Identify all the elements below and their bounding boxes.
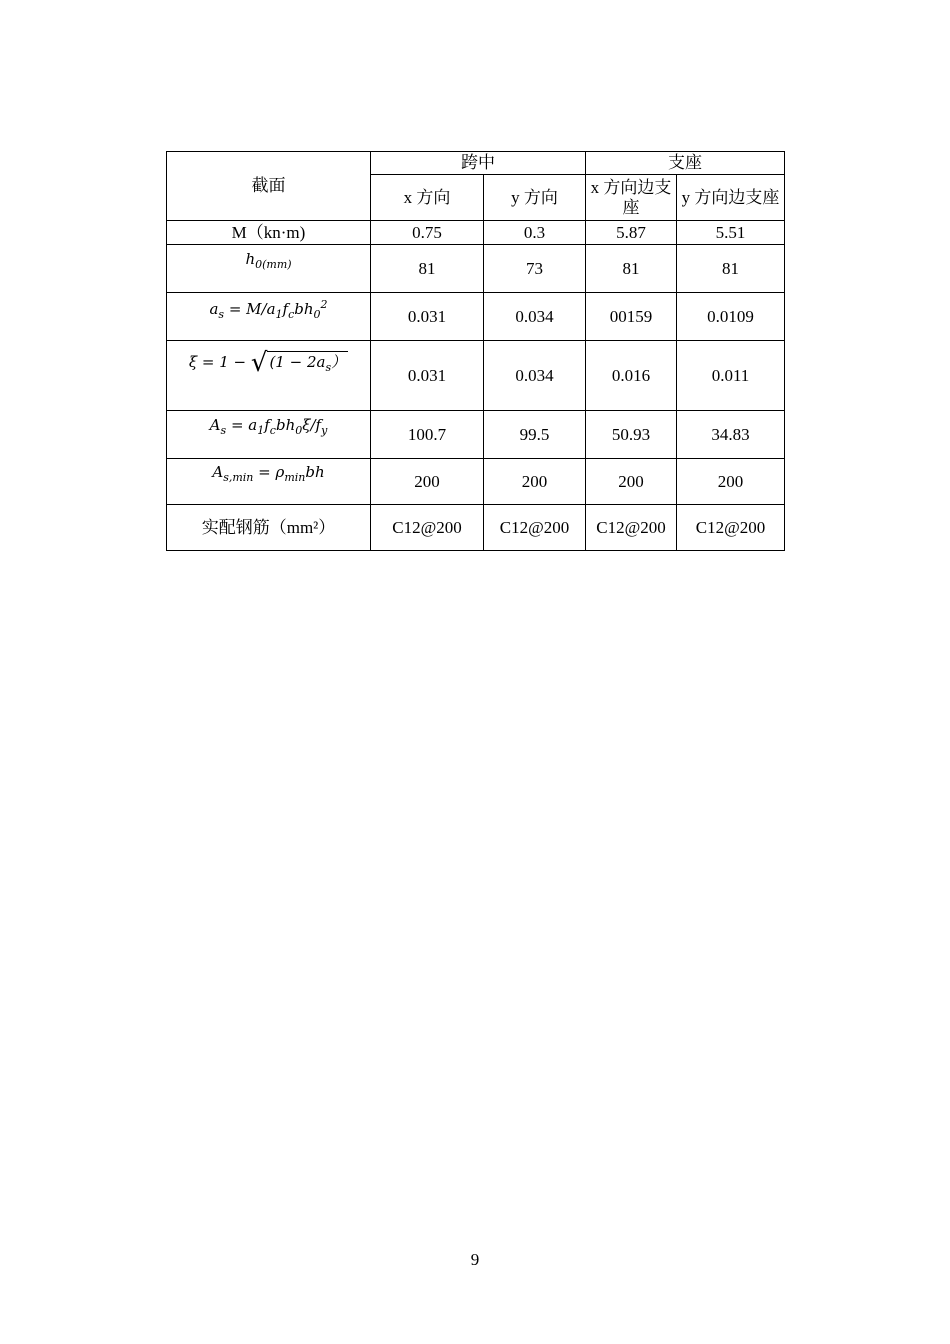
table-cell: 100.7 bbox=[371, 411, 484, 459]
table-cell: 0.011 bbox=[677, 341, 785, 411]
table-cell: 200 bbox=[586, 459, 677, 505]
formula-xi: ξ = 1 − √ $(1 - 2a_s)$ bbox=[188, 348, 347, 378]
table-cell: C12@200 bbox=[677, 505, 785, 551]
table-cell: 0.031 bbox=[371, 341, 484, 411]
table-cell: 50.93 bbox=[586, 411, 677, 459]
table-cell: 200 bbox=[371, 459, 484, 505]
table-cell: 81 bbox=[586, 245, 677, 293]
header-col-y-edge-support: y 方向边支座 bbox=[677, 175, 785, 221]
table-cell: 200 bbox=[484, 459, 586, 505]
formula-As: $A_s = a_1f_cbh_0\xi/f_y$ bbox=[209, 415, 328, 437]
table-cell: 0.016 bbox=[586, 341, 677, 411]
table-cell: 5.51 bbox=[677, 221, 785, 245]
table-cell: 200 bbox=[677, 459, 785, 505]
formula-alpha-s: $a_s = M/a_1f_cbh_0^2$ bbox=[209, 297, 328, 321]
row-label-As-min bbox=[167, 459, 371, 505]
table-cell: 34.83 bbox=[677, 411, 785, 459]
header-support: 支座 bbox=[586, 152, 785, 175]
header-section: 截面 bbox=[167, 152, 371, 221]
table-cell: 0.3 bbox=[484, 221, 586, 245]
table-cell: 81 bbox=[371, 245, 484, 293]
table-cell: C12@200 bbox=[484, 505, 586, 551]
row-label-h0 bbox=[167, 245, 371, 293]
page-number: 9 bbox=[470, 1250, 480, 1269]
table-cell: 0.034 bbox=[484, 293, 586, 341]
table-cell: 5.87 bbox=[586, 221, 677, 245]
header-col-x: x 方向 bbox=[371, 175, 484, 221]
row-label-rebar: 实配钢筋（mm²） bbox=[167, 505, 371, 551]
sqrt-icon: √ bbox=[250, 348, 268, 378]
table-cell: C12@200 bbox=[371, 505, 484, 551]
formula-As-min: $A_{s,min} = \rho_{min}bh$ bbox=[212, 462, 325, 484]
formula-h0: $h_{0(mm)}$ bbox=[245, 249, 292, 271]
table-cell: C12@200 bbox=[586, 505, 677, 551]
calculation-table bbox=[166, 151, 785, 551]
header-col-x-edge-support: x 方向边支座 bbox=[586, 175, 677, 221]
header-col-y: y 方向 bbox=[484, 175, 586, 221]
row-label-moment: M（kn·m) bbox=[167, 221, 371, 245]
header-span-mid: 跨中 bbox=[371, 152, 586, 175]
table-cell: 00159 bbox=[586, 293, 677, 341]
table-cell: 0.75 bbox=[371, 221, 484, 245]
table-cell: 73 bbox=[484, 245, 586, 293]
row-label-xi bbox=[167, 341, 371, 411]
table-cell: 99.5 bbox=[484, 411, 586, 459]
table-cell: 0.034 bbox=[484, 341, 586, 411]
row-label-alpha-s bbox=[167, 293, 371, 341]
table-cell: 81 bbox=[677, 245, 785, 293]
table-cell: 0.0109 bbox=[677, 293, 785, 341]
row-label-As bbox=[167, 411, 371, 459]
table-cell: 0.031 bbox=[371, 293, 484, 341]
